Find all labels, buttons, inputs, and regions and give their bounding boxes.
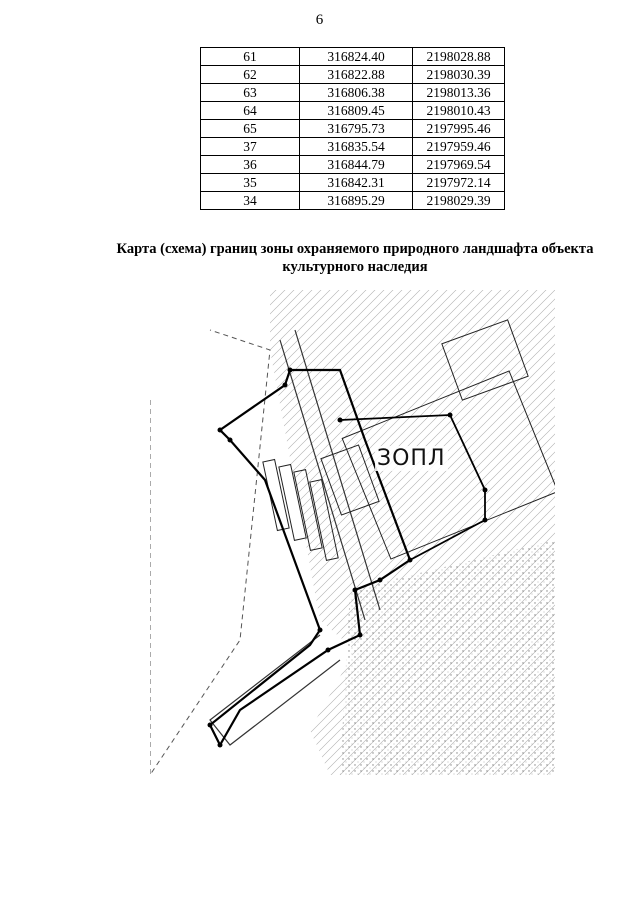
- table-row: [201, 138, 505, 156]
- table-row: [201, 102, 505, 120]
- y-coordinate-cell: 2198013.36: [413, 84, 505, 102]
- y-coordinate-cell: 2198010.43: [413, 102, 505, 120]
- point-number-cell: 34: [201, 192, 300, 210]
- x-coordinate-cell: 316809.45: [300, 102, 413, 120]
- zone-label: ЗОПЛ: [377, 446, 446, 471]
- y-coordinate-cell: 2198029.39: [413, 192, 505, 210]
- x-coordinate-cell: 316824.40: [300, 48, 413, 66]
- table-row: [201, 120, 505, 138]
- table-row: [201, 48, 505, 66]
- point-number-cell: 64: [201, 102, 300, 120]
- y-coordinate-cell: 2198030.39: [413, 66, 505, 84]
- point-number-cell: 65: [201, 120, 300, 138]
- y-coordinate-cell: 2197972.14: [413, 174, 505, 192]
- point-number-cell: 61: [201, 48, 300, 66]
- point-number-cell: 37: [201, 138, 300, 156]
- table-row: [201, 156, 505, 174]
- table-row: [201, 66, 505, 84]
- point-number-cell: 63: [201, 84, 300, 102]
- caption-line-2: культурного наследия: [282, 259, 428, 275]
- x-coordinate-cell: 316822.88: [300, 66, 413, 84]
- x-coordinate-cell: 316842.31: [300, 174, 413, 192]
- table-row: [201, 84, 505, 102]
- x-coordinate-cell: 316895.29: [300, 192, 413, 210]
- table-row: [201, 192, 505, 210]
- point-number-cell: 36: [201, 156, 300, 174]
- y-coordinate-cell: 2197969.54: [413, 156, 505, 174]
- page-number: 6: [315, 12, 324, 28]
- x-coordinate-cell: 316795.73: [300, 120, 413, 138]
- y-coordinate-cell: 2197995.46: [413, 120, 505, 138]
- coordinates-table: [200, 47, 505, 210]
- plot-outline: [150, 330, 270, 775]
- y-coordinate-cell: 2198028.88: [413, 48, 505, 66]
- x-coordinate-cell: 316844.79: [300, 156, 413, 174]
- x-coordinate-cell: 316806.38: [300, 84, 413, 102]
- map-caption: [90, 240, 620, 276]
- table-row: [201, 174, 505, 192]
- boundary-map: [150, 290, 555, 775]
- point-number-cell: 35: [201, 174, 300, 192]
- caption-line-1: Карта (схема) границ зоны охраняемого природного ландшафта объекта: [116, 241, 594, 257]
- y-coordinate-cell: 2197959.46: [413, 138, 505, 156]
- x-coordinate-cell: 316835.54: [300, 138, 413, 156]
- point-number-cell: 62: [201, 66, 300, 84]
- map-drawing: [150, 290, 555, 775]
